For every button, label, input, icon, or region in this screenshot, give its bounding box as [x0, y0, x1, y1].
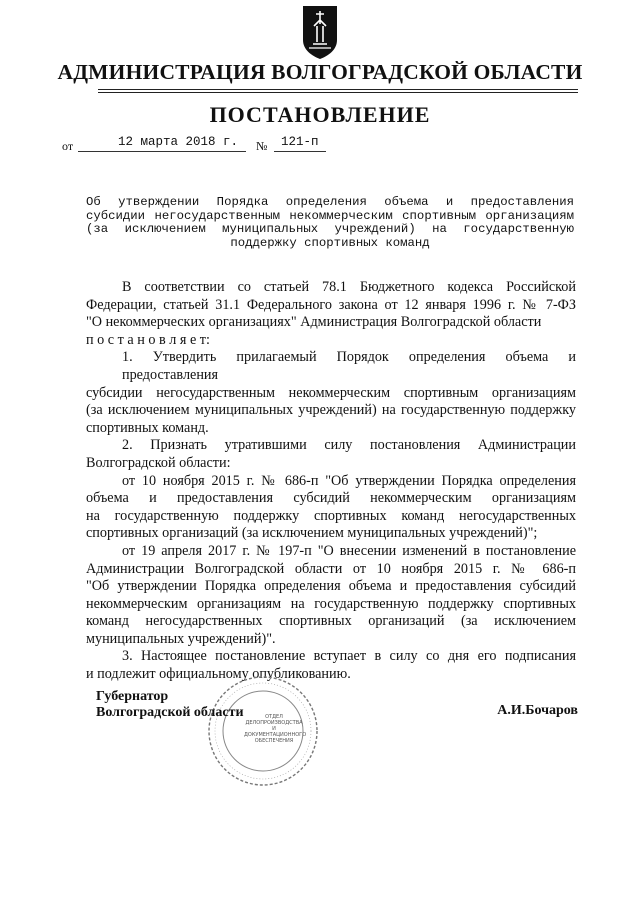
body-line: (за исключением муниципальных учреждений) на государственную поддержку [86, 402, 576, 419]
body-line: некоммерческим организациям на государственную поддержку спортивных [86, 595, 576, 612]
signatory-title-line: Волгоградской области [96, 704, 244, 720]
body-line: спортивных команд. [86, 419, 209, 436]
body-line: В соответствии со статьей 78.1 Бюджетного кодекса Российской [122, 279, 576, 295]
body-line: объема и предоставления субсидий некоммерческим организациям [86, 490, 576, 507]
body-line: "О некоммерческих организациях" Администрация Волгоградской области [86, 314, 542, 331]
body-line: субсидии негосударственным некоммерческим спортивным организациям [86, 384, 576, 401]
body-line: муниципальных учреждений)". [86, 630, 276, 647]
signatory-title-line: Губернатор [96, 689, 169, 704]
body-line: спортивных организаций (за исключением муниципальных учреждений)"; [86, 525, 538, 542]
body-line: Администрации Волгоградской области от 10 ноября 2015 г. № 686-п [86, 560, 576, 577]
document-date: 12 марта 2018 г. [118, 135, 239, 149]
body-line: на государственную поддержку спортивных команд негосударственных [86, 507, 576, 524]
body-line: и подлежит официальному опубликованию. [86, 666, 351, 683]
resolution-keyword: п о с т а н о в л я е т: [86, 331, 210, 348]
subject-line: Об утверждении Порядка определения объема и предоставления [86, 195, 574, 209]
subject-line: (за исключением муниципальных учреждений) на государственную [86, 222, 574, 236]
stamp-line: ДЕЛОПРОИЗВОДСТВА [245, 720, 303, 726]
date-number-line [62, 135, 362, 155]
body-line: от 19 апреля 2017 г. № 197-п "О внесении изменений в постановление [122, 542, 576, 559]
organization-title: АДМИНИСТРАЦИЯ ВОЛГОГРАДСКОЙ ОБЛАСТИ [57, 60, 583, 84]
document-body [86, 279, 576, 684]
header-divider-top [98, 89, 578, 90]
number-prefix: № [256, 139, 268, 153]
body-line: "Об утверждении Порядка определения объема и предоставления субсидий [86, 578, 576, 595]
body-line: Федерации, статьей 31.1 Федерального закона от 12 января 1996 г. № 7-ФЗ [86, 296, 576, 313]
subject-line: поддержку спортивных команд [230, 235, 430, 250]
body-line: 1. Утвердить прилагаемый Порядок определения объема и предоставления [122, 349, 576, 383]
body-line: 2. Признать утратившими силу постановления Администрации [122, 437, 576, 454]
number-underline [274, 151, 326, 152]
coat-of-arms-icon [300, 4, 340, 60]
body-line: команд негосударственных спортивных организаций (за исключением [86, 613, 576, 630]
body-line: 3. Настоящее постановление вступает в силу со дня его подписания [122, 648, 576, 665]
signatory-name: А.И.Бочаров [497, 703, 578, 718]
date-underline [78, 151, 246, 152]
subject-line: субсидии негосударственным некоммерческим спортивным организациям [86, 208, 574, 223]
document-type-heading: ПОСТАНОВЛЕНИЕ [209, 102, 431, 127]
body-line: от 10 ноября 2015 г. № 686-п "Об утверждении Порядка определения [122, 472, 576, 489]
header-divider-bottom [98, 92, 578, 93]
stamp-inner-text [244, 714, 307, 744]
signatory-title [96, 689, 244, 720]
stamp-line: И ДОКУМЕНТАЦИОННОГО [244, 726, 307, 738]
stamp-line: ОТДЕЛ [265, 714, 283, 720]
date-prefix: от [62, 139, 74, 153]
body-line: Волгоградской области: [86, 454, 231, 471]
stamp-line: ОБЕСПЕЧЕНИЯ [254, 738, 294, 744]
document-number: 121-п [281, 135, 319, 149]
document-subject [86, 196, 574, 250]
